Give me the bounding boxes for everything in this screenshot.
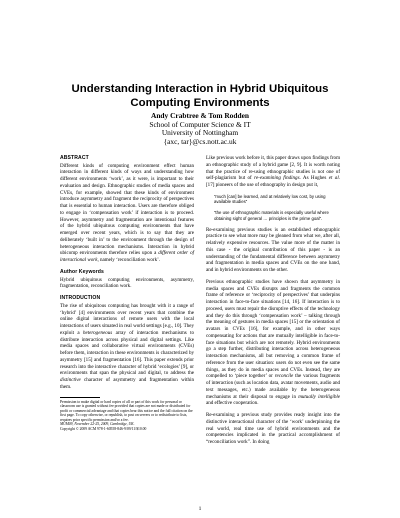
right-paragraph-2: Re-examining previous studies is an established ethnographic practice to see what more may be gleaned from what we, after all, relatively expensive resources. The value more of the matter in this case - the original contribution of this paper - is an understanding of the fundamental difference between asymmetry and fragmentation in media spaces and CVEs on the one hand, and in hybrid environments on the other.: [206, 226, 340, 274]
introduction-heading: INTRODUCTION: [60, 295, 101, 302]
permission-notice: Permission to make digital or hard copies of all or part of this work for personal or classroom use is granted without fee provided that copies are not made or distributed for profit or commercial advantage and that copies bear this notice and the full citation on the first page. To copy otherwise, or republish, to post on servers or to redistribute to lists, requires prior specific permission and/or a fee.: [60, 399, 193, 422]
author-email: {axc, tar}@cs.nott.ac.uk: [163, 136, 237, 146]
right-column: [206, 155, 340, 451]
keywords-paragraph: Hybrid ubiquitous computing environments, asymmetry, fragmentation, reconciliation work.: [60, 276, 194, 290]
copyright-line: Copyright © 2009 ACM 978-1-60558-846-9/09/11/$10.00: [60, 426, 147, 431]
affiliation-school: School of Computer Science & IT: [149, 119, 251, 129]
author-block: [30, 112, 370, 146]
right-paragraph-4: Re-examining a previous study provides ready insight into the distinctive interactional character of the ‘work’ underpinning the real world, real time use of hybrid environments and the competencies implicated in the practical accomplishment of “reconciliation work”. In doing: [206, 412, 340, 446]
right-paragraph-1: Like previous work before it, this paper draws upon findings from an ethnographic study of a hybrid game [2, 9]. It is worth noting that the practice of re-using ethnographic studies is not one of self-plagiarism but of re-examining findings. As Hughes et al. [17] pioneers of the use of ethnography in design put it,: [206, 155, 340, 188]
title-line-1: Understanding Interaction in Hybrid Ubiquitous: [71, 83, 329, 95]
page-number: 1: [198, 506, 202, 512]
footnote-separator: [60, 397, 100, 398]
author-names: Andy Crabtree & Tom Rodden: [150, 111, 249, 120]
copyright-footnote: [60, 400, 194, 432]
introduction-paragraph: The rise of ubiquitous computing has brought with it a range of ‘hybrid’ [4] environments over recent years that combine the online digital interactions of remote users with the local interactions of users situated in real world settings [e.g., 10]. They exploit a heterogeneous array of interaction mechanisms to distribute interaction across physical and digital settings. Like media spaces and collaborative virtual environments (CVEs) before them, interaction in these environments is characterized by asymmetry [15] and fragmentation [16]. This paper extends prior research into the interactive character of hybrid ‘ecologies’ [9], or environments that span the physical and digital, to address the distinctive character of asymmetry and fragmentation within them.: [60, 302, 194, 390]
paper-title: [30, 82, 370, 110]
conference-line: MUM09, November 22-25, 2009, Cambridge, UK.: [60, 422, 135, 427]
abstract-heading: ABSTRACT: [60, 155, 89, 161]
quotation-2: “the use of ethnographic materials is especially useful where obtaining sight of general … principles is the prime goal”.: [214, 210, 329, 221]
left-column: [60, 155, 194, 431]
quotation-1: “much [can] be learned, and at relatively low cost, by using available studies”: [214, 193, 326, 205]
title-line-2: Computing Environments: [130, 97, 270, 109]
keywords-heading: Author Keywords: [60, 268, 104, 275]
right-paragraph-3: Previous ethnographic studies have shown that asymmetry in media spaces and CVEs disrupts and fragments the common frame of reference or ‘reciprocity of perspectives’ that underpins interaction in face-to-face situations [14, 16]. If interaction is to proceed, users must repair the disruptive effects of the technology and they do this through ‘compensation work’ – talking through the meaning of gestures in media spaces [15] or the orientation of avatars in CVEs [16], for example, and in other ways compensating for actions that are mutually intelligible in face-to-face situations but which are not remotely. Hybrid environments go a step further, distributing interaction across heterogeneous interaction mechanisms, all but removing a common frame of reference from the user situation: users do not even see the same things, as they do in media spaces and CVEs. Instead, they are compelled to ‘piece together’ or reconcile the various fragments of interaction (such as location data, avatar movements, audio and text messages, etc.) made available by the heterogeneous mechanisms at their disposal to engage in mutually intelligible and effective cooperation.: [206, 278, 341, 407]
affiliation-university: University of Nottingham: [161, 128, 239, 138]
abstract-paragraph: Different kinds of computing environment effect human interaction in different kinds of ways and understanding how different environments ‘work’, as it were, is important to their evaluation and design. Ethnographic studies of media spaces and CVEs, for example, showed that these kinds of environment introduce asymmetry and fragment the reciprocity of perspectives that is essential to human interaction. Users are therefore obliged to engage in ‘compensation work’ if interaction is to proceed. However, asymmetry and fragmentation are intentional features of the hybrid ubiquitous computing environments that have emerged over recent years, which is to say that they are deliberately ‘built in’ to the environment through the design of heterogeneous interaction mechanisms. Interaction in hybrid ubicomp environments therefore relies upon a different order of interactional work, namely ‘reconciliation work’.: [60, 162, 194, 264]
